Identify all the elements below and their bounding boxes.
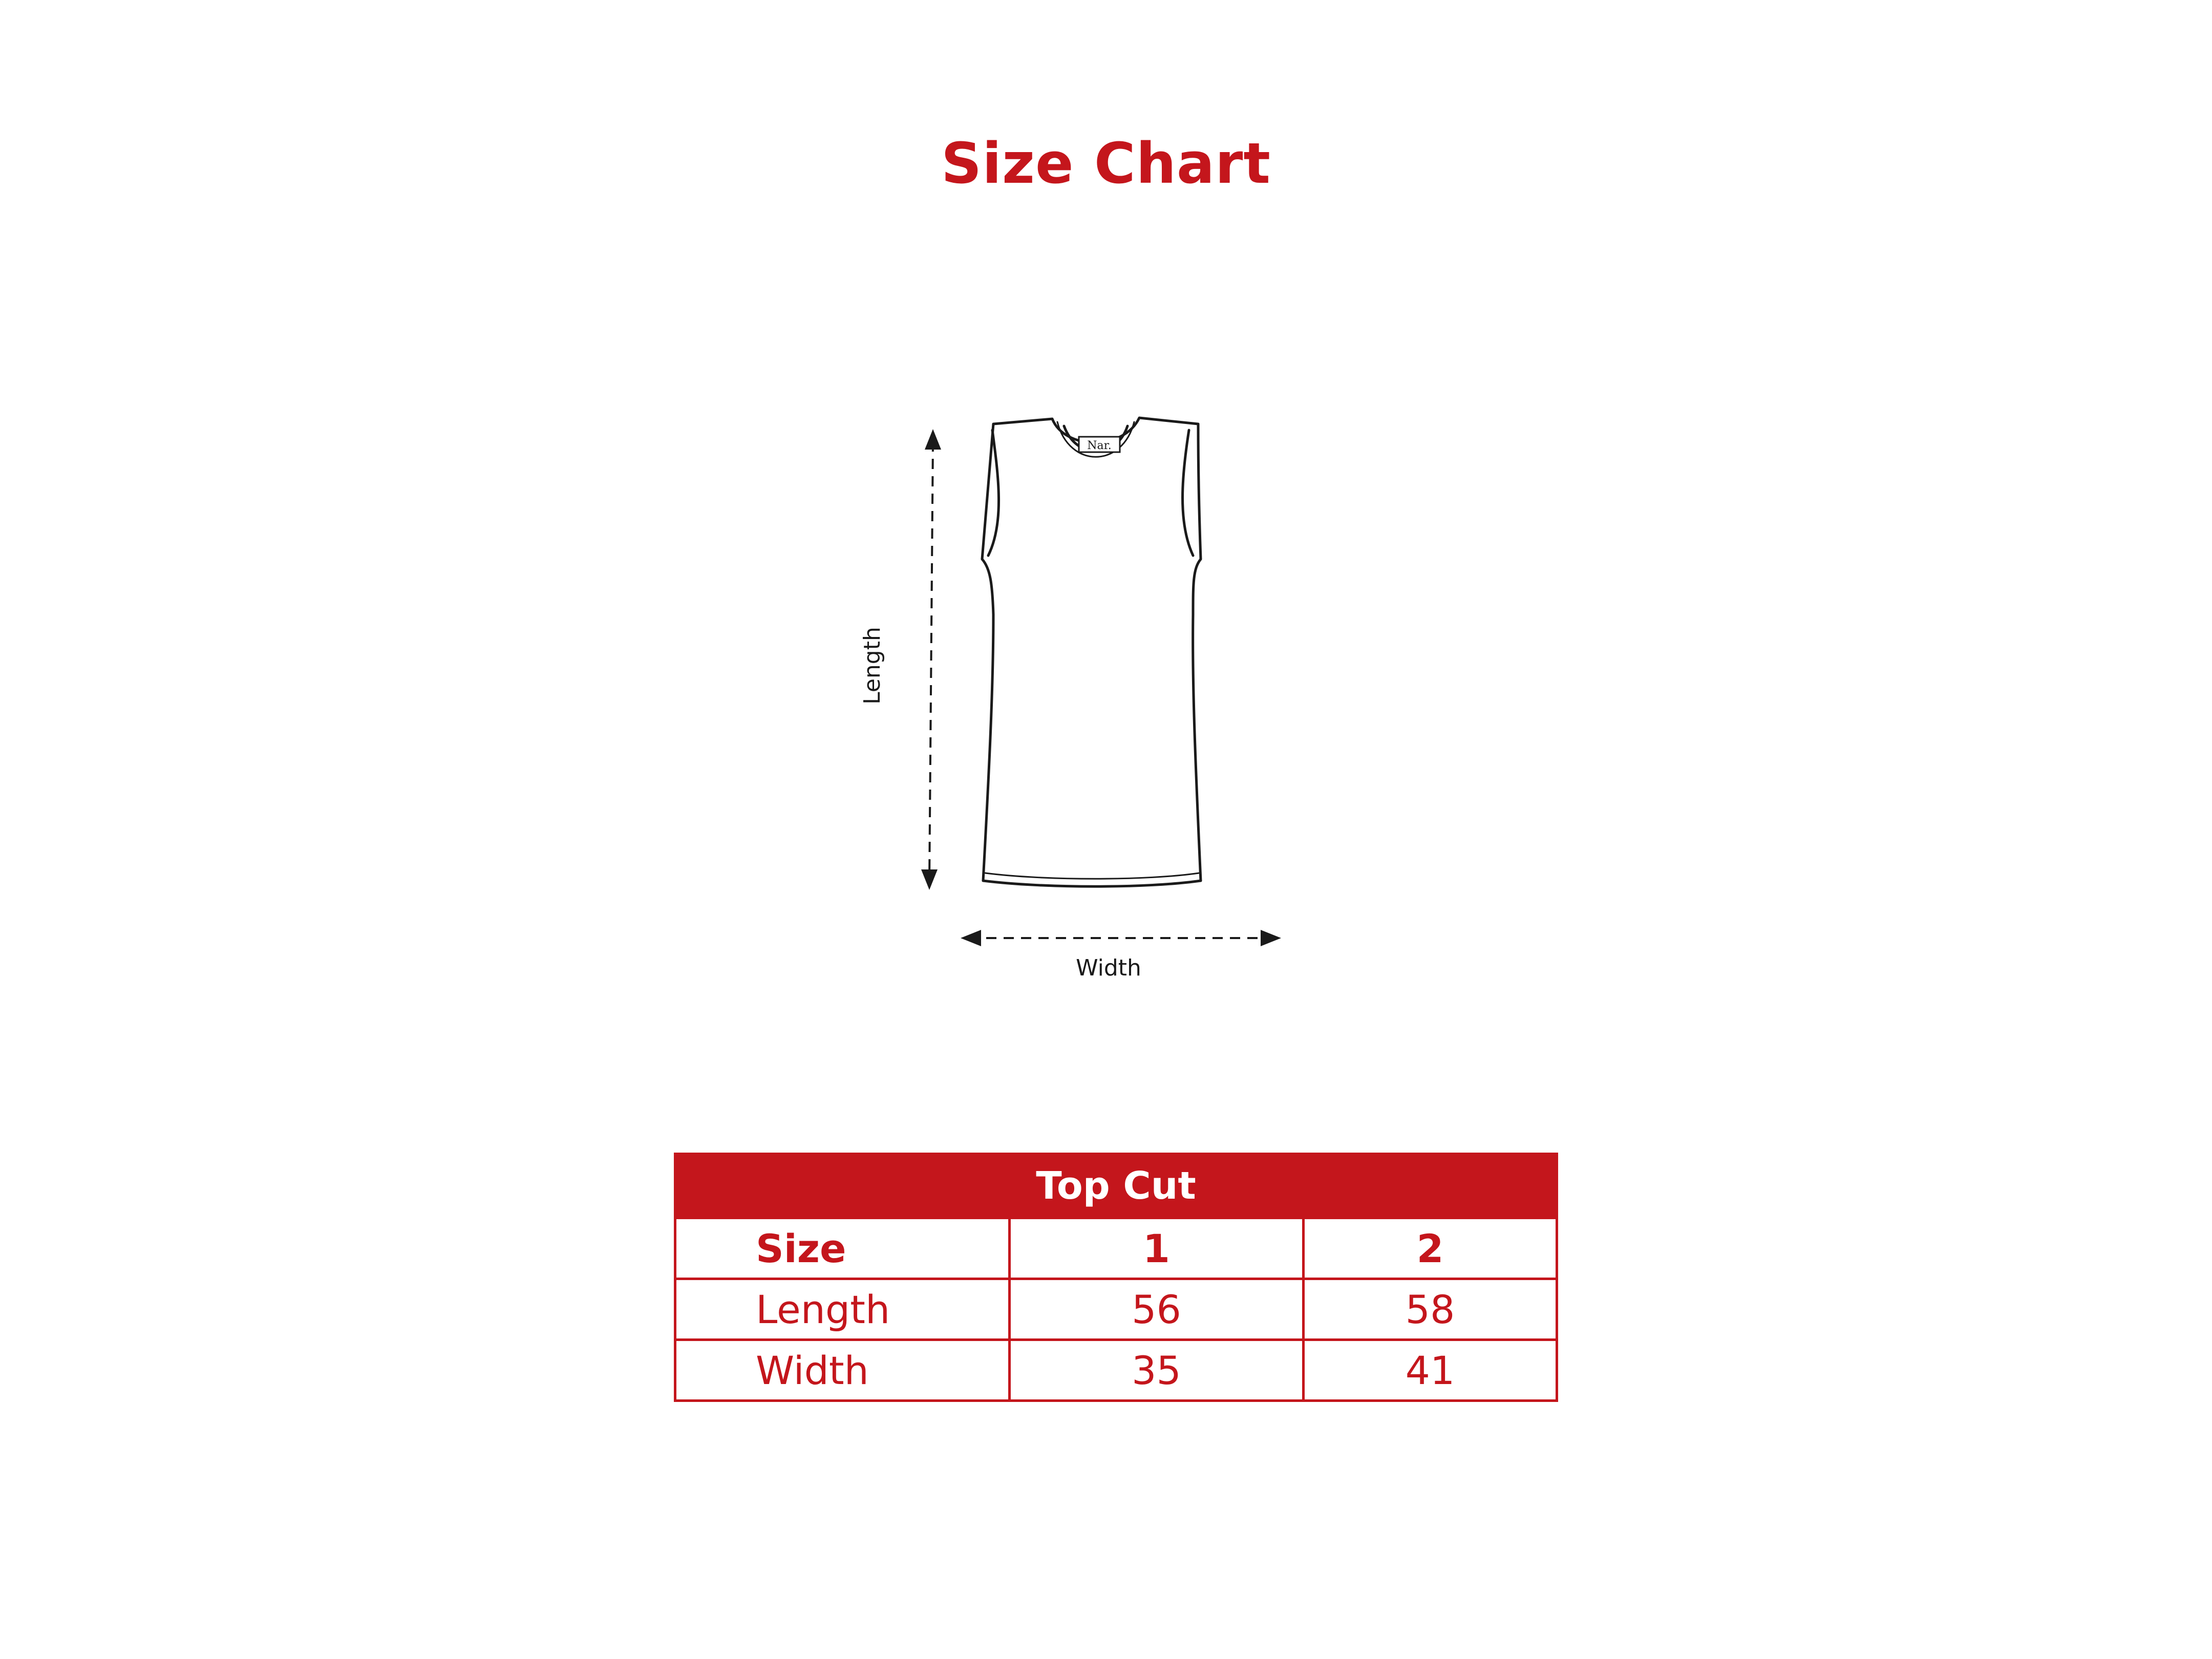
garment-outline — [982, 418, 1201, 886]
row-label-cell: Width — [675, 1340, 1010, 1401]
page-title: Size Chart — [941, 131, 1271, 196]
width-label: Width — [1076, 955, 1141, 981]
value-cell: 41 — [1304, 1340, 1557, 1401]
value-cell: 35 — [1010, 1340, 1304, 1401]
garment-tag — [1079, 437, 1120, 452]
value-cell: 56 — [1010, 1279, 1304, 1340]
garment-tag-text: Nar. — [1087, 439, 1112, 452]
size-label-cell: Size — [675, 1218, 1010, 1279]
arrow-left-icon — [961, 930, 981, 946]
arrow-right-icon — [1261, 930, 1281, 946]
row-label-cell: Length — [675, 1279, 1010, 1340]
table-row — [675, 1218, 1557, 1279]
table-row — [675, 1279, 1557, 1340]
arrow-down-icon — [921, 869, 938, 890]
width-measurement — [961, 930, 1281, 981]
table-header: Top Cut — [675, 1154, 1557, 1218]
table-header-row — [675, 1154, 1557, 1218]
table-row — [675, 1340, 1557, 1401]
size-cell: 1 — [1010, 1218, 1304, 1279]
value-cell: 58 — [1304, 1279, 1557, 1340]
arrow-up-icon — [925, 429, 941, 450]
length-label: Length — [859, 627, 885, 705]
size-table — [674, 1153, 1558, 1402]
tank-top-diagram — [840, 399, 1321, 1014]
size-cell: 2 — [1304, 1218, 1557, 1279]
length-measurement — [859, 429, 941, 890]
